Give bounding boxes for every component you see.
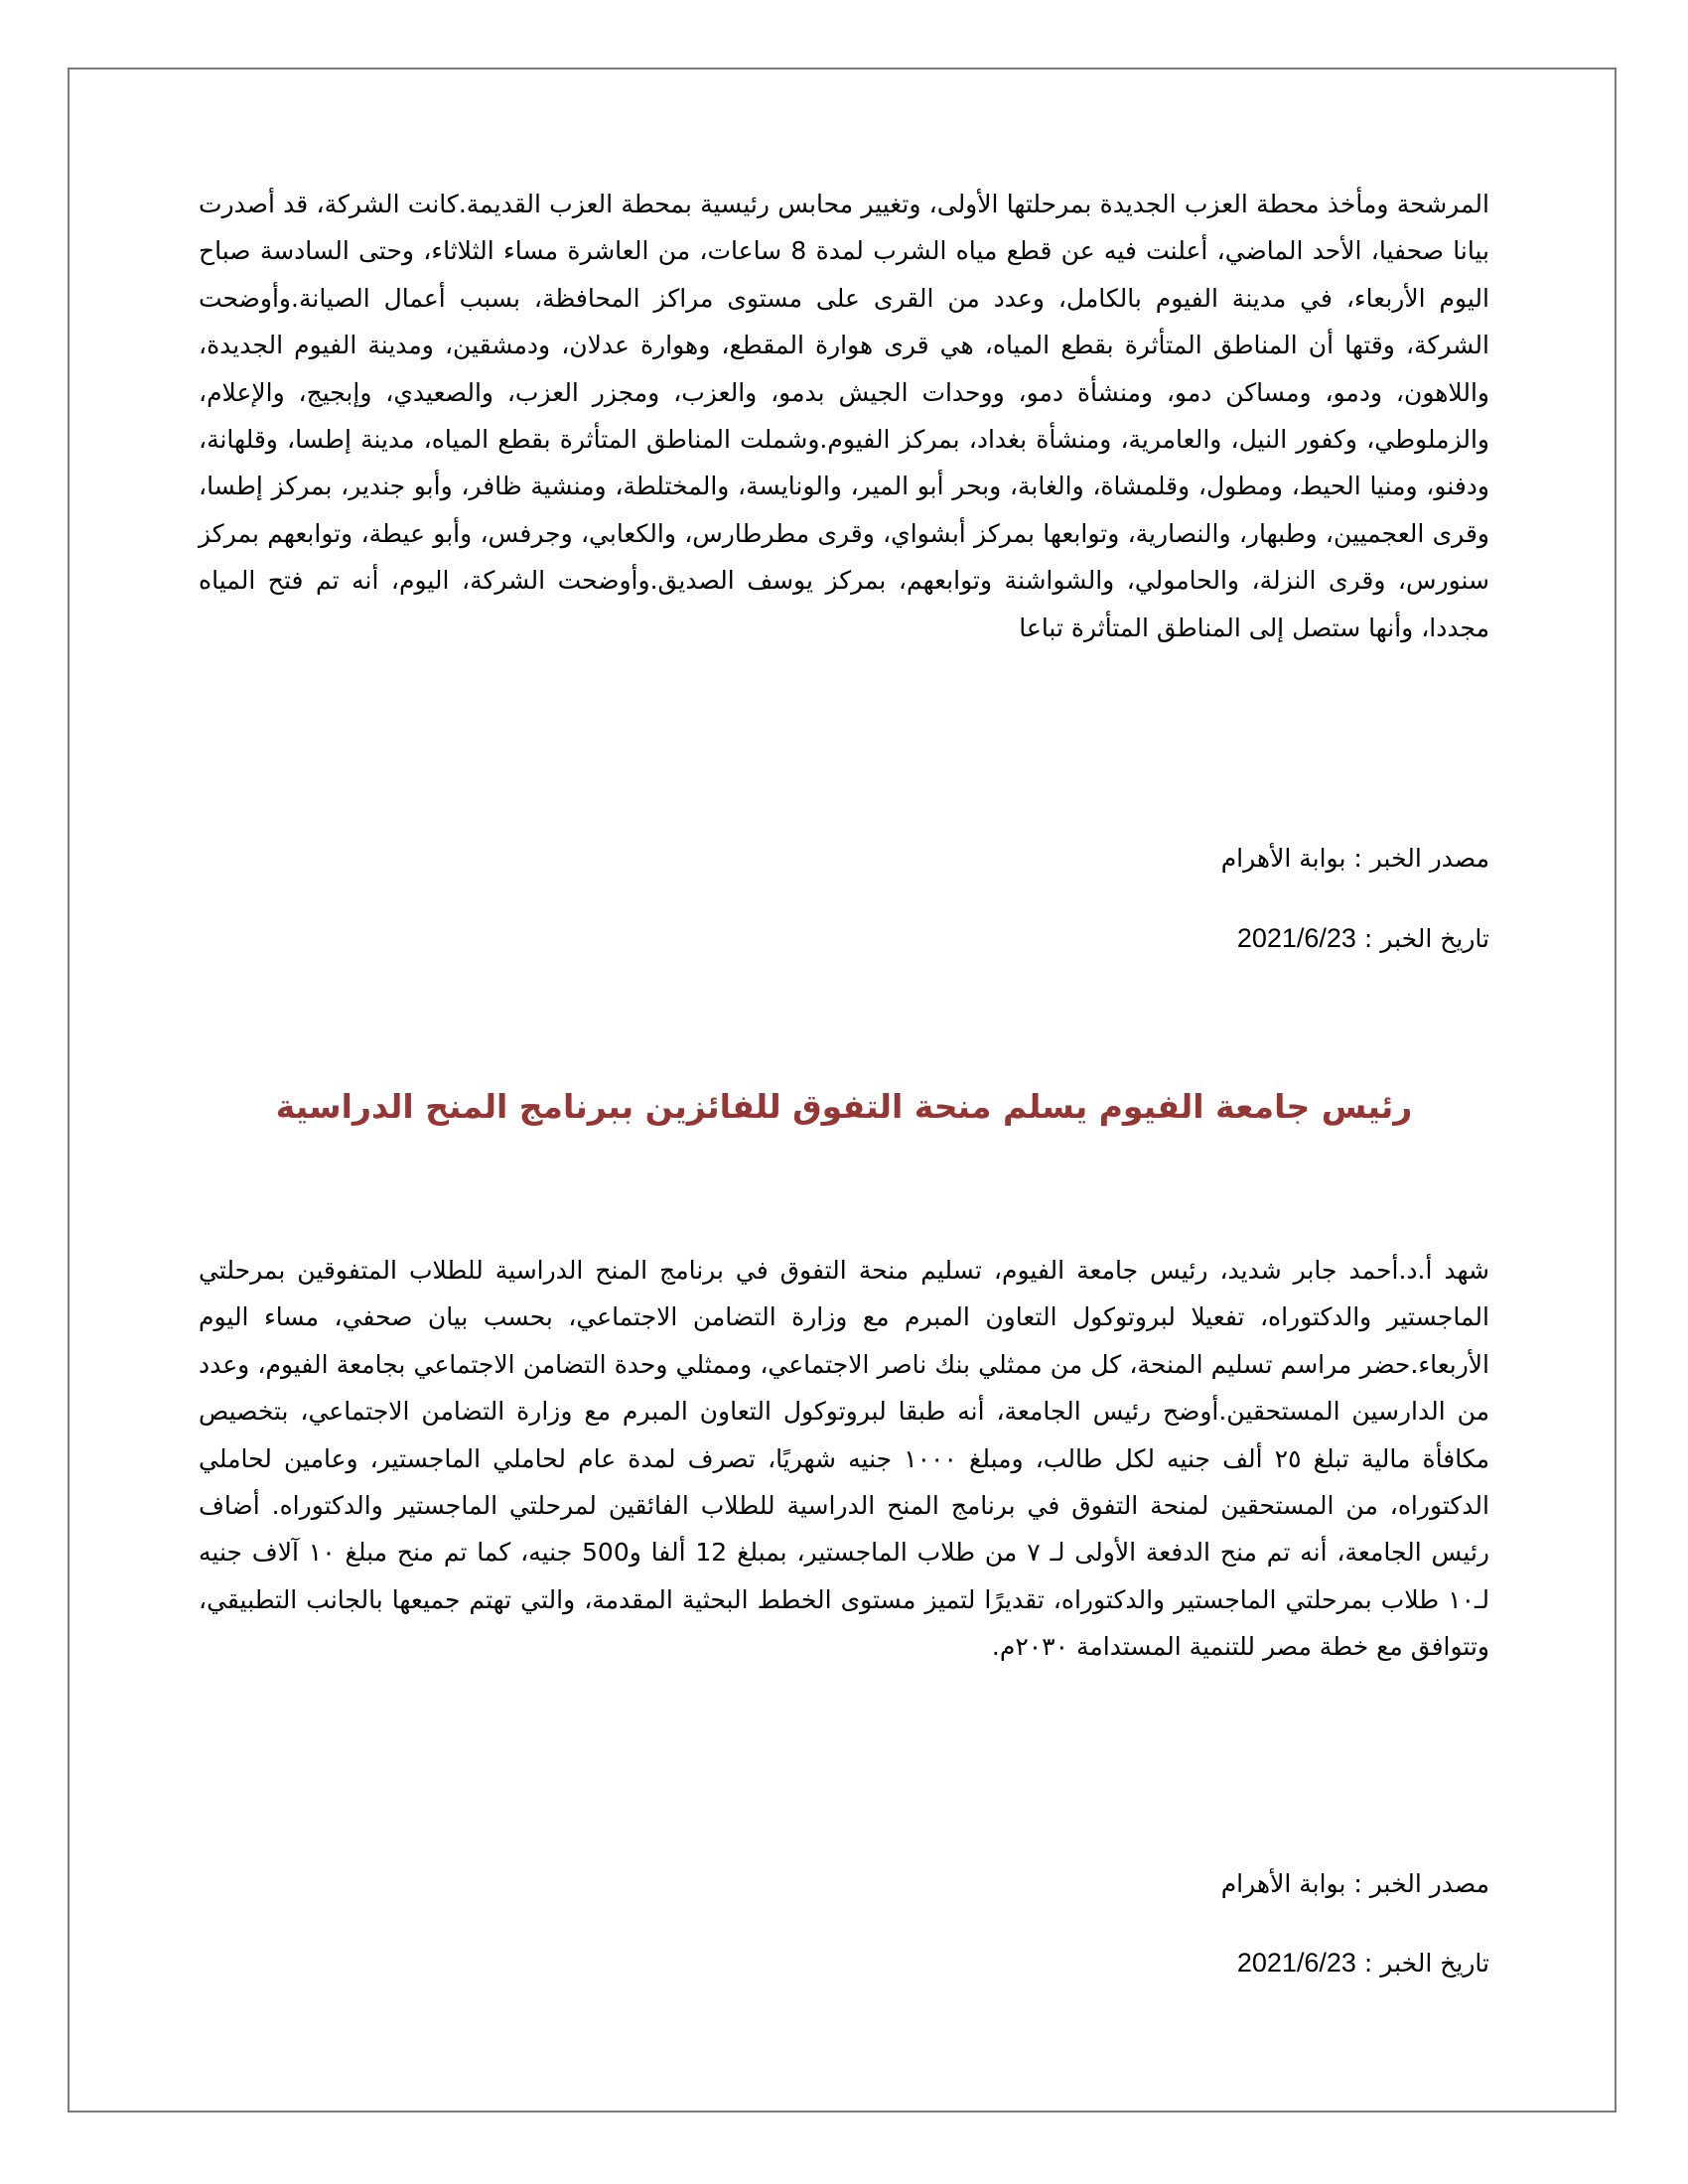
source-value: بوابة الأهرام	[1220, 1869, 1346, 1898]
source-value: بوابة الأهرام	[1220, 844, 1346, 873]
date-label: تاريخ الخبر :	[1355, 924, 1489, 953]
article-2	[199, 1247, 1489, 1671]
article-2-headline: رئيس جامعة الفيوم يسلم منحة التفوق للفائزين ببرنامج المنح الدراسية	[275, 1087, 1413, 1126]
date-value: 2021/6/23	[1236, 923, 1356, 953]
date-value: 2021/6/23	[1236, 1948, 1356, 1978]
article-2-date	[199, 1943, 1489, 1983]
article-2-body: شهد أ.د.أحمد جابر شديد، رئيس جامعة الفيوم، تسليم منحة التفوق في برنامج المنح الدراسية للطلاب المتفوقين بمرحلتي الماجستير والدكتوراه، تفعيلا لبروتوكول التعاون المبرم مع وزارة التضامن الاجتماعي، بحسب بيان صحفي، مساء اليوم الأربعاء.حضر مراسم تسليم المنحة، كل من ممثلي بنك ناصر الاجتماعي، وممثلي وحدة التضامن الاجتماعي بجامعة الفيوم، وعدد من الدارسين المستحقين.أوضح رئيس الجامعة، أنه طبقا لبروتوكول التعاون المبرم مع وزارة التضامن الاجتماعي، بتخصيص مكافأة مالية تبلغ ٢٥ ألف جنيه لكل طالب، ومبلغ ١٠٠٠ جنيه شهريًا، تصرف لمدة عام لحاملي الماجستير، وعامين لحاملي الدكتوراه، من المستحقين لمنحة التفوق في برنامج المنح الدراسية للطلاب الفائقين لمرحلتي الماجستير والدكتوراه. أضاف رئيس الجامعة، أنه تم منح الدفعة الأولى لـ ٧ من طلاب الماجستير، بمبلغ 12 ألفا و500 جنيه، كما تم منح مبلغ ١٠ آلاف جنيه لـ١٠ طلاب بمرحلتي الماجستير والدكتوراه، تقديرًا لتميز مستوى الخطط البحثية المقدمة، والتي تهتم جميعها بالجانب التطبيقي، وتتوافق مع خطة مصر للتنمية المستدامة ٢٠٣٠م.	[199, 1256, 1490, 1662]
article-1	[199, 181, 1489, 651]
source-label: مصدر الخبر :	[1345, 1869, 1489, 1898]
article-1-date	[199, 918, 1489, 959]
source-label: مصدر الخبر :	[1345, 844, 1489, 873]
article-2-headline-wrap	[199, 1082, 1489, 1132]
article-2-source	[199, 1864, 1489, 1904]
article-1-source	[199, 839, 1489, 879]
article-1-body: المرشحة ومأخذ محطة العزب الجديدة بمرحلتها الأولى، وتغيير محابس رئيسية بمحطة العزب القديمة.كانت الشركة، قد أصدرت بيانا صحفيا، الأحد الماضي، أعلنت فيه عن قطع مياه الشرب لمدة 8 ساعات، من العاشرة مساء الثلاثاء، وحتى السادسة صباح اليوم الأربعاء، في مدينة الفيوم بالكامل، وعدد من القرى على مستوى مراكز المحافظة، بسبب أعمال الصيانة.وأوضحت الشركة، وقتها أن المناطق المتأثرة بقطع المياه، هي قرى هوارة المقطع، وهوارة عدلان، ودمشقين، ومدينة الفيوم الجديدة، واللاهون، ودمو، ومساكن دمو، ومنشأة دمو، ووحدات الجيش بدمو، والعزب، ومجزر العزب، والصعيدي، وإبجيج، والإعلام، والزملوطي، وكفور النيل، والعامرية، ومنشأة بغداد، بمركز الفيوم.وشملت المناطق المتأثرة بقطع المياه، مدينة إطسا، وقلهانة، ودفنو، ومنيا الحيط، ومطول، وقلمشاة، والغابة، وبحر أبو المير، والونايسة، والمختلطة، ومنشية ظافر، وأبو جندير، بمركز إطسا، وقرى العجميين، وطبهار، والنصارية، وتوابعها بمركز أبشواي، وقرى مطرطارس، والكعابي، وجرفس، وأبو عيطة، وتوابعهم بمركز سنورس، وقرى النزلة، والحامولي، والشواشنة وتوابعهم، بمركز يوسف الصديق.وأوضحت الشركة، اليوم، أنه تم فتح المياه مجددا، وأنها ستصل إلى المناطق المتأثرة تباعا	[199, 190, 1489, 642]
date-label: تاريخ الخبر :	[1355, 1949, 1489, 1978]
